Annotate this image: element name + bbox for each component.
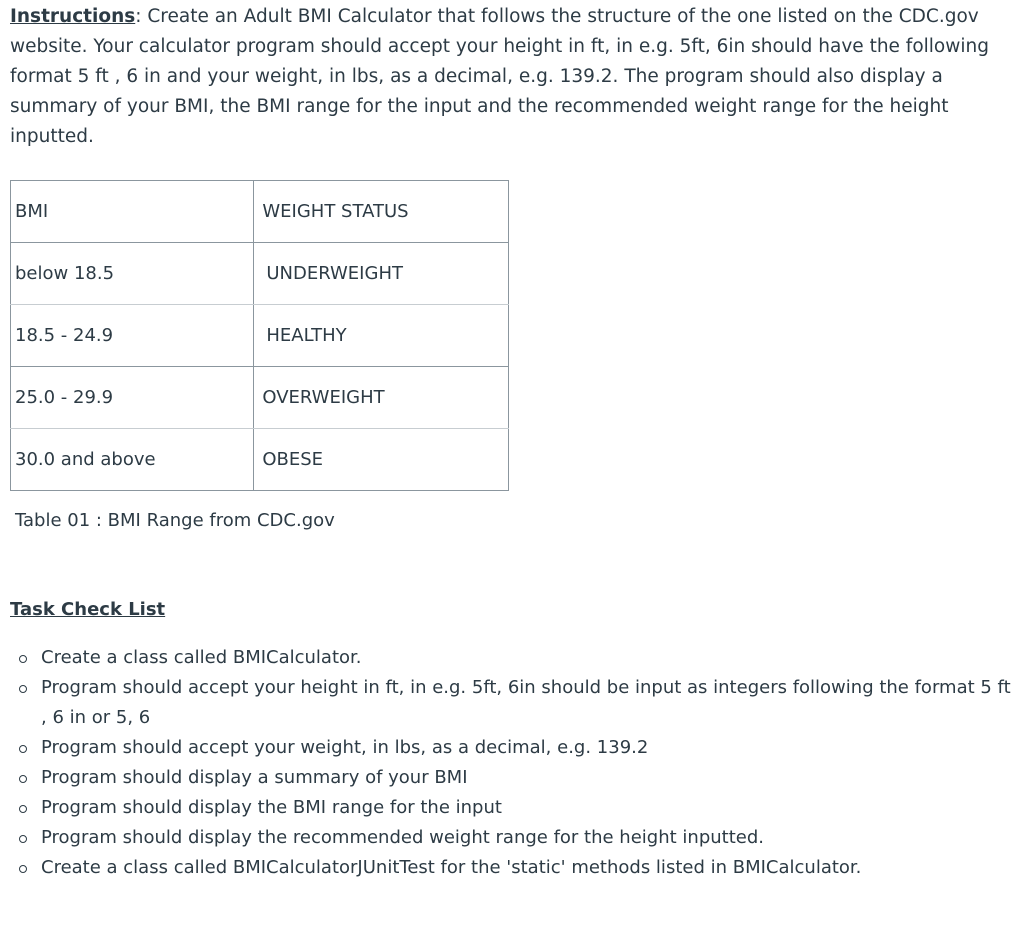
bmi-range-table: [10, 180, 509, 491]
table-cell-status: OBESE: [254, 429, 509, 491]
instructions-text: : Create an Adult BMI Calculator that follows the structure of the one listed on the CDC.gov website. Your calculator program should accept your height in ft, in e.g. 5ft, 6in should have the following format 5 ft , 6 in and your weight, in lbs, as a decimal, e.g. 139.2. The program should also display a summary of your BMI, the BMI range for the input and the recommended weight range for the height inputted.: [10, 6, 989, 147]
checklist-item: Create a class called BMICalculator.: [41, 643, 1014, 673]
instructions-label: Instructions: [10, 6, 136, 27]
table-header-weight-status: WEIGHT STATUS: [254, 181, 509, 243]
checklist-item: Program should accept your height in ft, in e.g. 5ft, 6in should be input as integers following the format 5 ft , 6 in or 5, 6: [41, 673, 1014, 733]
task-checklist: [10, 643, 1014, 883]
checklist-item: Program should display the BMI range for the input: [41, 793, 1014, 823]
table-cell-bmi: 30.0 and above: [11, 429, 254, 491]
table-cell-status: HEALTHY: [254, 305, 509, 367]
checklist-item: Program should display the recommended weight range for the height inputted.: [41, 823, 1014, 853]
checklist-item: Create a class called BMICalculatorJUnitTest for the 'static' methods listed in BMICalculator.: [41, 853, 1014, 883]
table-row: [11, 429, 509, 491]
checklist-item: Program should accept your weight, in lbs, as a decimal, e.g. 139.2: [41, 733, 1014, 763]
checklist-item: Program should display a summary of your BMI: [41, 763, 1014, 793]
table-cell-status: UNDERWEIGHT: [254, 243, 509, 305]
table-cell-status: OVERWEIGHT: [254, 367, 509, 429]
table-header-bmi: BMI: [11, 181, 254, 243]
table-row: [11, 243, 509, 305]
table-cell-bmi: 25.0 - 29.9: [11, 367, 254, 429]
table-cell-bmi: below 18.5: [11, 243, 254, 305]
table-cell-bmi: 18.5 - 24.9: [11, 305, 254, 367]
checklist-title: Task Check List: [10, 599, 166, 620]
table-row: [11, 367, 509, 429]
table-header-row: [11, 181, 509, 243]
instructions-paragraph: [10, 0, 1014, 152]
table-caption: Table 01 : BMI Range from CDC.gov: [15, 510, 335, 531]
document-page: [10, 0, 1014, 878]
table-row: [11, 305, 509, 367]
